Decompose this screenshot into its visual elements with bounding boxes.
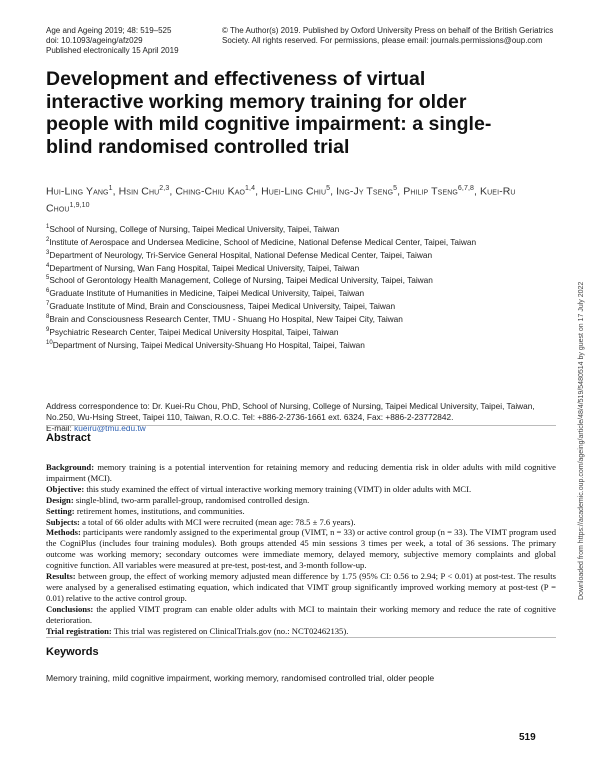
author-affiliation-sup: 1,4 — [245, 185, 256, 192]
abstract-section: Conclusions: the applied VIMT program can enable older adults with MCI to maintain their working memory and reduce the rate of cognitive deterioration. — [46, 603, 556, 625]
author-affiliation-sup: 5 — [326, 185, 331, 192]
doi[interactable]: doi: 10.1093/ageing/afz029 — [46, 36, 143, 45]
page-number: 519 — [519, 732, 536, 743]
journal-info — [46, 26, 179, 56]
affiliation-item: $^8$Brain and Consciousness Research Center, TMU - Shuang Ho Hospital, New Taipei City, Taiwan — [46, 313, 403, 324]
published-date: Published electronically 15 April 2019 — [46, 46, 179, 55]
affiliation-item: $^{10}$Department of Nursing, Taipei Medical University-Shuang Ho Hospital, Taipei, Taiwan — [46, 339, 365, 350]
author-affiliation-sup: 2,3 — [159, 185, 170, 192]
affiliation-item: $^2$Institute of Aerospace and Undersea Medicine, School of Medicine, National Defense Medical Center, Taipei, Taiwan — [46, 236, 477, 247]
correspondence-address — [46, 401, 556, 434]
abstract-section: Subjects: a total of 66 older adults with MCI were recruited (mean age: 78.5 ± 7.6 years). — [46, 516, 356, 527]
author-list: Hui-Ling Yang$^1$, Hsin Chu$^{2,3}$, Ching-Chiu Kao$^{1,4}$, Huei-Ling Chiu$^5$, Ing-Jy Tseng$^5$, Philip Tseng$^{6,7,8}$, Kuei-Ru Chou$^{1,9,10}$ — [46, 185, 516, 214]
keywords-text: Memory training, mild cognitive impairment, working memory, randomised controlled trial, older people — [46, 673, 435, 683]
author-affiliation-sup: 5 — [393, 185, 398, 192]
author-name: Hui-Ling Yang — [46, 185, 109, 198]
download-watermark — [578, 200, 592, 620]
author-name: Ing-Jy Tseng — [336, 185, 394, 198]
affiliation-list — [46, 222, 556, 351]
author-name: Philip Tseng — [403, 185, 458, 198]
address-text: Address correspondence to: Dr. Kuei-Ru Chou, PhD, School of Nursing, College of Nursing, Taipei Medical University, Taipei, Taiwan, No.250, Wu-Hsing Street, Taipei 110, Taiwan, R.O.C. Tel: +886-2-2736-1661 ext. 6324, Fax: +886-2-23772842. — [46, 401, 535, 422]
author-name: Kuei-Ru Chou — [46, 185, 516, 214]
email-link[interactable]: kueiru@tmu.edu.tw — [74, 423, 146, 433]
journal-citation: Age and Ageing 2019; 48: 519–525 — [46, 26, 172, 35]
abstract-section: Trial registration: This trial was registered on ClinicalTrials.gov (no.: NCT02462135). — [46, 625, 349, 636]
abstract-section: Objective: this study examined the effect of virtual interactive working memory training (VIMT) in older adults with MCI. — [46, 483, 472, 494]
affiliation-item: $^3$Department of Neurology, Tri-Service General Hospital, National Defense Medical Center, Taipei, Taiwan — [46, 249, 433, 260]
affiliation-item: $^7$Graduate Institute of Mind, Brain and Consciousness, Taipei Medical University, Taipei, Taiwan — [46, 300, 396, 311]
divider — [46, 425, 556, 426]
abstract-section: Methods: participants were randomly assigned to the experimental group (VIMT, n = 33) or active control group (n = 33). The VIMT program used the CogniPlus (includes four training modules). Both groups attended 45 min sessions 3 times per week, a total of 36 sessions. The primary outcome was working memory; secondary outcomes were immediate memory, delayed memory, subjective memory complaints and global cognitive function. All variables were measured at pre-test, post-test, and 3-month follow-up. — [46, 527, 557, 571]
author-affiliation-sup: 6,7,8 — [457, 185, 474, 192]
abstract-section: Results: between group, the effect of working memory adjusted mean difference by 1.75 (95% CI: 0.56 to 2.94; P < 0.01) at post-test. The results were analysed by a generalised estimating equation, which indicated that VIMT group significantly improved working memory at post-test (P = 0.01) relative to the active control group. — [46, 571, 556, 603]
download-watermark-text: Downloaded from https://academic.oup.com/ageing/article/48/4/519/5480514 by guest on 17 July 2022 — [578, 281, 585, 600]
affiliation-item: $^5$School of Gerontology Health Management, College of Nursing, Taipei Medical University, Taipei, Taiwan — [46, 275, 433, 286]
email-label: E-mail: — [46, 423, 72, 433]
author-name: Hsin Chu — [118, 185, 160, 198]
author-affiliation-sup: 1 — [108, 185, 113, 192]
keywords-heading: Keywords — [46, 646, 99, 658]
affiliation-item: $^1$School of Nursing, College of Nursing, Taipei Medical University, Taipei, Taiwan — [46, 223, 340, 234]
affiliation-item: $^9$Psychiatric Research Center, Taipei Medical University Hospital, Taipei, Taiwan — [46, 326, 339, 337]
affiliation-item: $^6$Graduate Institute of Humanities in Medicine, Taipei Medical University, Taipei, Taiwan — [46, 288, 365, 299]
abstract-body — [46, 462, 556, 637]
author-name: Huei-Ling Chiu — [261, 185, 327, 198]
copyright-notice: © The Author(s) 2019. Published by Oxford University Press on behalf of the British Geriatrics Society. All rights reserved. For permissions, please email: journals.permissions@oup.com — [222, 26, 554, 45]
abstract-section: Background: memory training is a potential intervention for retaining memory and reducing dementia risk in older adults with mild cognitive impairment (MCI). — [46, 462, 556, 483]
affiliation-item: $^4$Department of Nursing, Wan Fang Hospital, Taipei Medical University, Taipei, Taiwan — [46, 262, 360, 273]
abstract-section: Setting: retirement homes, institutions, and communities. — [46, 505, 245, 516]
abstract-section: Design: single-blind, two-arm parallel-group, randomised controlled design. — [46, 494, 310, 505]
abstract-heading: Abstract — [46, 432, 91, 444]
author-name: Ching-Chiu Kao — [175, 185, 246, 198]
divider — [46, 637, 556, 638]
author-affiliation-sup: 1,9,10 — [69, 201, 90, 209]
article-title: Development and effectiveness of virtual interactive working memory training for older people with mild cognitive impairment: a single-blind randomised controlled trial — [46, 68, 492, 158]
